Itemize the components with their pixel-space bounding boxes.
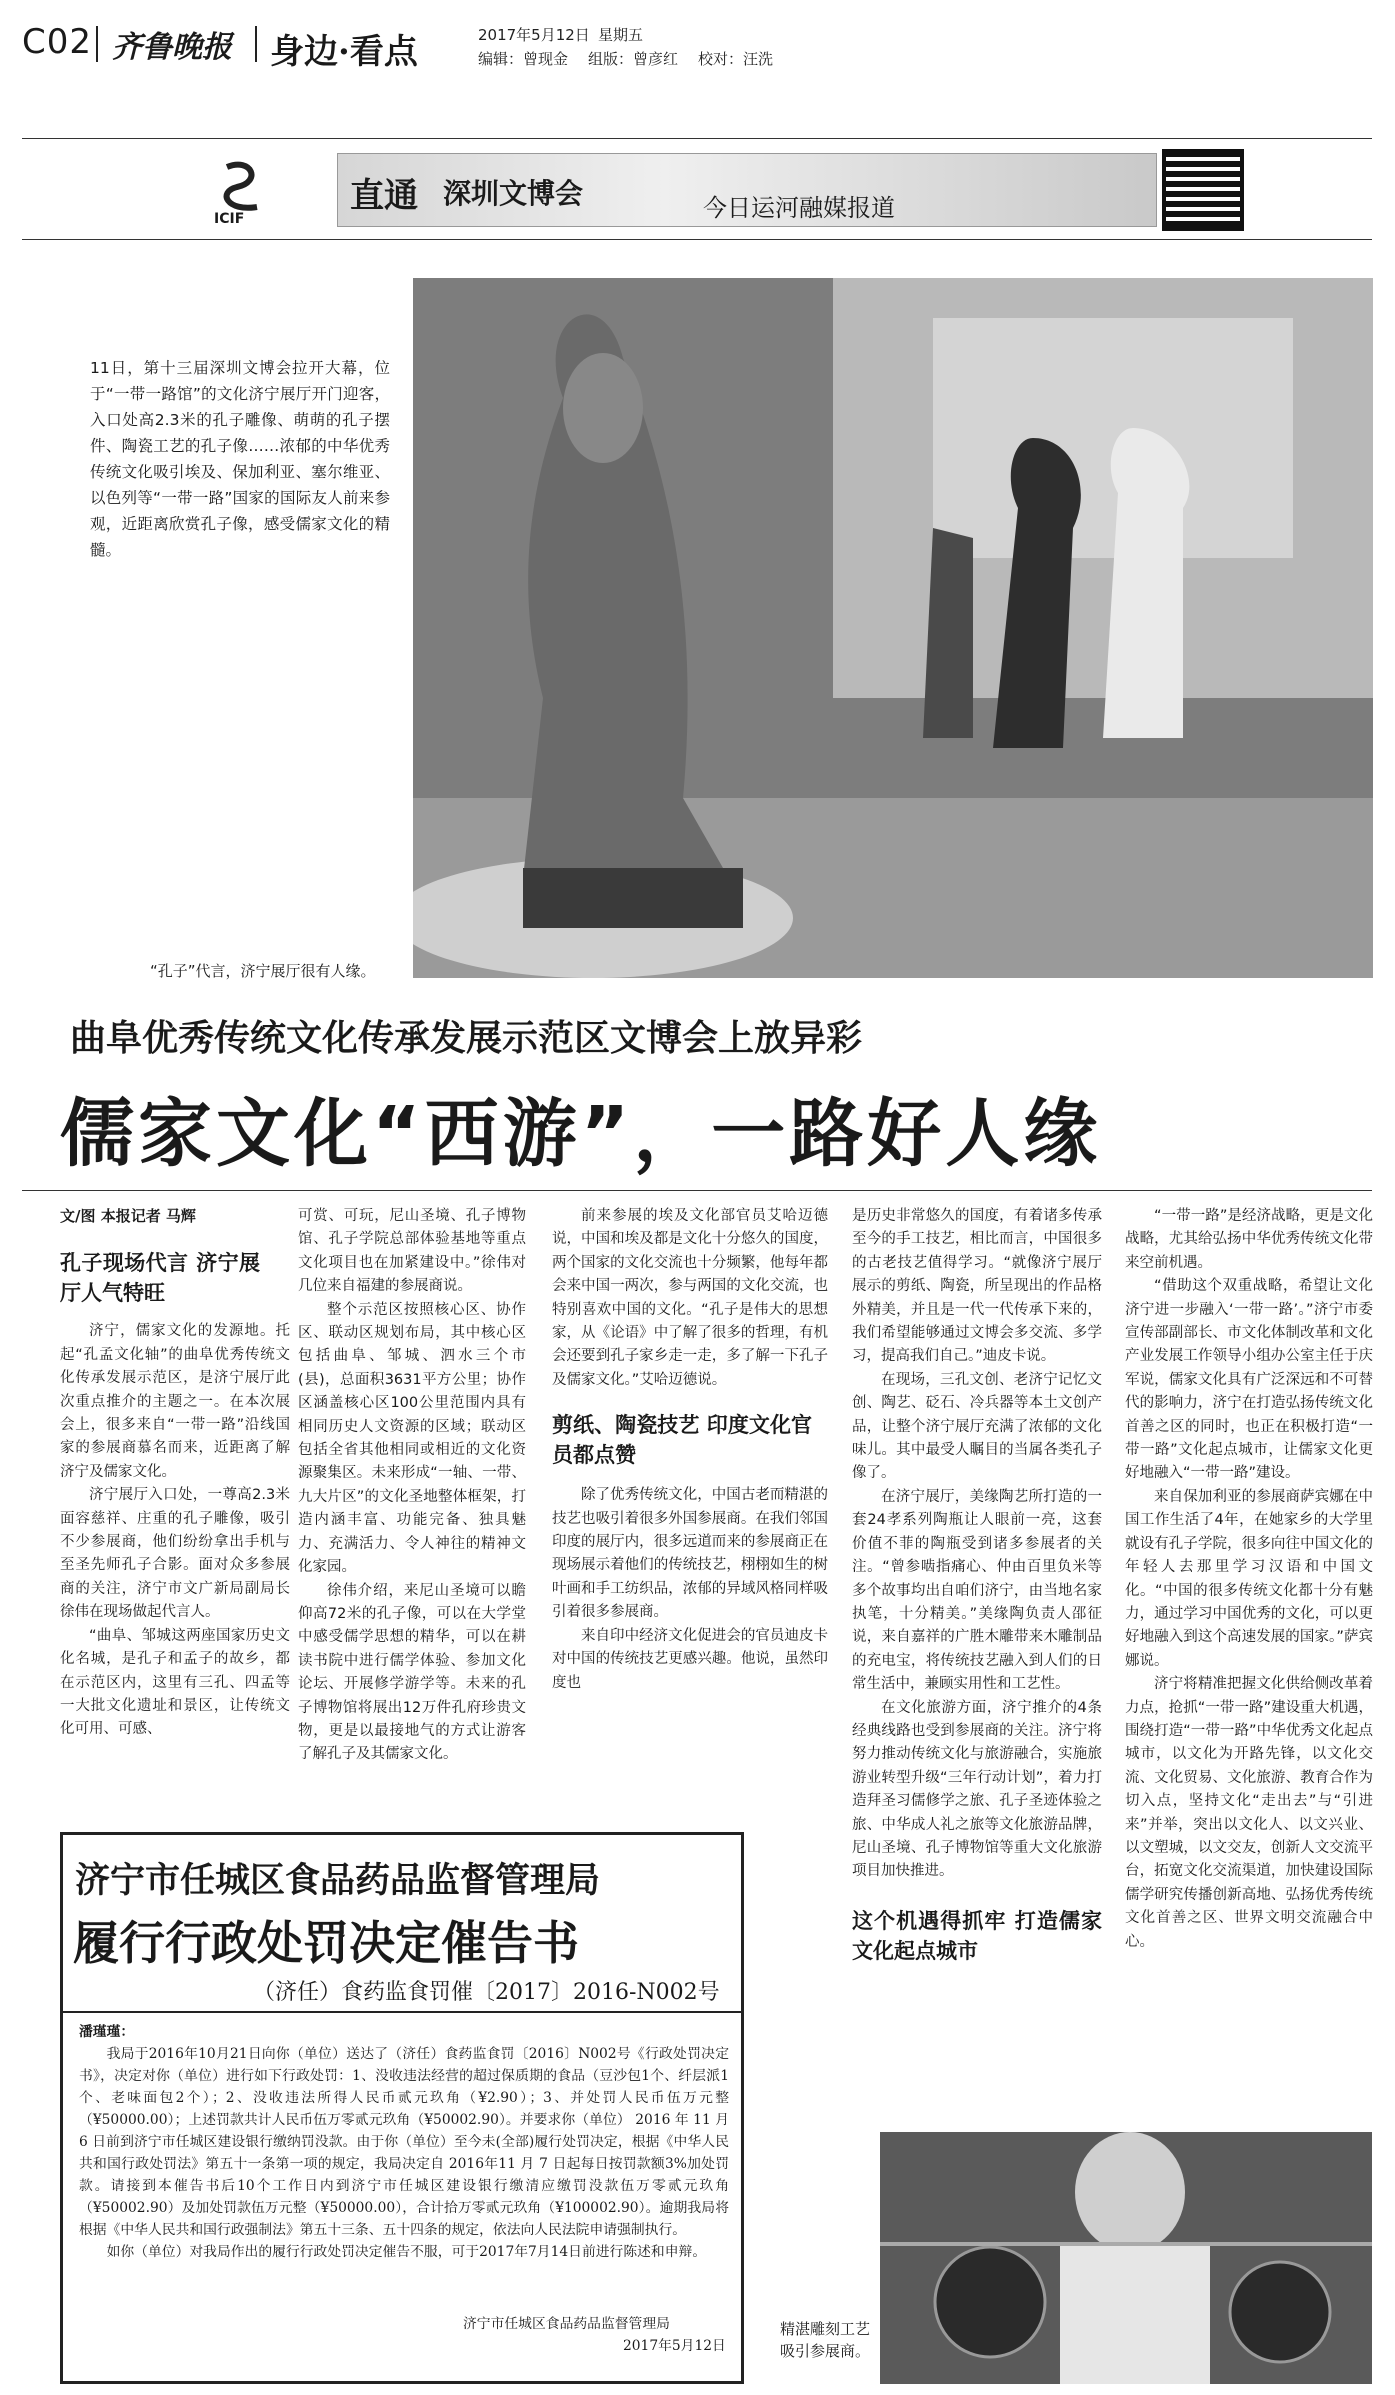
paragraph: 济宁展厅入口处，一尊高2.3米面容慈祥、庄重的孔子雕像，吸引不少参展商，他们纷纷拿出手机与至圣先师孔子合影。面对众多参展商的关注，济宁市文广新局副局长徐伟在现场做起代言人。 bbox=[60, 1487, 290, 1621]
notice-body bbox=[79, 2021, 729, 2263]
editor-credit: 编辑：曾现金 bbox=[478, 50, 569, 68]
paragraph: “借助这个双重战略，希望让文化济宁进一步融入‘一带一路’。”济宁市委宣传部副部长、市文化体制改革和文化产业发展工作领导小组办公室主任于庆军说，儒家文化具有广泛深远和不可替代的影响力，济宁在打造弘扬传统文化首善之区的同时，也正在积极打造“一带一路”文化起点城市，让儒家文化更好地融入“一带一路”建设。 bbox=[1125, 1278, 1373, 1482]
proof-credit: 校对：汪洗 bbox=[698, 50, 774, 68]
paragraph: 济宁将精准把握文化供给侧改革着力点，抢抓“一带一路”建设重大机遇，围绕打造“一带一路”中华优秀文化起点城市，以文化为开路先锋，以文化交流、文化贸易、文化旅游、教育合作为切入点，坚持文化“走出去”与“引进来”并举，突出以文化人、以文兴业、以文塑城，以文交友，创新人文交流平台，拓宽文化交流渠道，加快建设国际儒学研究传播创新高地、弘扬优秀传统文化首善之区、世界文明交流融合中心。 bbox=[1125, 1676, 1373, 1950]
banner-strip bbox=[337, 153, 1157, 227]
legal-notice-box bbox=[60, 1832, 744, 2384]
article-column-2 bbox=[298, 1205, 526, 1767]
lede-paragraph bbox=[90, 355, 390, 563]
paragraph: 在现场，三孔文创、老济宁记忆文创、陶艺、砭石、冷兵器等本土文创产品，让整个济宁展厅充满了浓郁的文化味儿。其中最受人瞩目的当属各类孔子像了。 bbox=[852, 1371, 1102, 1482]
paragraph: 整个示范区按照核心区、协作区、联动区规划布局，其中核心区包括曲阜、邹城、泗水三个市(县)，总面积3631平方公里；协作区涵盖核心区100公里范围内具有相同历史人文资源的区域；联动区包括全省其他相同或相近的文化资源聚集区。未来形成“一轴、一带、九大片区”的文化圣地整体框架，打造内涵丰富、功能完备、独具魅力、充满活力、令人神往的精神文化家园。 bbox=[298, 1301, 526, 1576]
photo1-caption: “孔子”代言，济宁展厅很有人缘。 bbox=[150, 962, 376, 980]
issue-date: 2017年5月12日 bbox=[478, 26, 590, 44]
paragraph: “曲阜、邹城这两座国家历史文化名城，是孔子和孟子的故乡，都在示范区内，这里有三孔、四孟等一大批文化遗址和景区，让传统文化可用、可感、 bbox=[60, 1627, 290, 1738]
issue-weekday: 星期五 bbox=[598, 26, 644, 44]
article-column-4 bbox=[852, 1205, 1102, 1966]
subheading-3: 这个机遇得抓牢 打造儒家文化起点城市 bbox=[852, 1908, 1102, 1963]
notice-paragraph: 我局于2016年10月21日向你（单位）送达了（济任）食药监食罚〔2016〕N002号《行政处罚决定书》，决定对你（单位）进行如下行政处罚：1、没收违法经营的超过保质期的食品（豆沙包1个、纤层派1个、老味面包2个）；2、没收违法所得人民币贰元玖角（¥2.90）；3、并处罚人民币伍万元整（¥50000.00）；上述罚款共计人民币伍万零贰元玖角（¥50002.90）。并要求你（单位） 2016 年 11 月 6 日前到济宁市任城区建设银行缴纳罚没款。由于你（单位）至今未(全部)履行处罚决定，根据《中华人民共和国行政处罚法》第五十一条第一项的规定，我局决定自 2016年11 月 7 日起每日按罚款额3%加处罚款。请接到本催告书后10个工作日内到济宁市任城区建设银行缴清应缴罚没款伍万零贰元玖角（¥50002.90）及加处罚款伍万元整（¥50000.00），合计拾万零贰元玖角（¥100002.90）。逾期我局将根据《中华人民共和国行政强制法》第五十三条、五十四条的规定，依法向人民法院申请强制执行。 bbox=[79, 2046, 729, 2238]
confucius-statue-photo bbox=[413, 278, 1373, 978]
paragraph: 来自印中经济文化促进会的官员迪皮卡对中国的传统技艺更感兴趣。他说，虽然印度也 bbox=[552, 1627, 828, 1691]
byline: 文/图 本报记者 马辉 bbox=[60, 1207, 196, 1225]
section-name: 身边·看点 bbox=[270, 32, 418, 72]
notice-sign-date: 2017年5月12日 bbox=[623, 2338, 726, 2354]
article-column-5 bbox=[1125, 1205, 1373, 1954]
banner-title: 深圳文博会 bbox=[443, 177, 584, 210]
event-banner bbox=[22, 138, 1372, 240]
paragraph: 在济宁展厅，美缘陶艺所打造的一套24孝系列陶瓶让人眼前一亮，这套价值不菲的陶瓶受到诸多参展者的关注。“曾参啮指痛心、仲由百里负米等多个故事均出自咱们济宁，由当地名家执笔，十分精美。”美缘陶负责人邵征说，来自嘉祥的广胜木雕带来木雕制品的充电宝，将传统技艺融入到人们的日常生活中，兼顾实用性和工艺性。 bbox=[852, 1488, 1102, 1693]
main-headline: 儒家文化“西游”，一路好人缘 bbox=[60, 1091, 1102, 1177]
qr-code[interactable] bbox=[1162, 149, 1244, 231]
kicker-headline: 曲阜优秀传统文化传承发展示范区文博会上放异彩 bbox=[70, 1018, 863, 1059]
paragraph: 济宁，儒家文化的发源地。托起“孔孟文化轴”的曲阜优秀传统文化传承发展示范区，是济宁展厅此次重点推介的主题之一。在本次展会上，很多来自“一带一路”沿线国家的参展商慕名而来，近距离了解济宁及儒家文化。 bbox=[60, 1323, 290, 1480]
notice-sign-org: 济宁市任城区食品药品监督管理局 bbox=[463, 2316, 670, 2332]
paragraph: 前来参展的埃及文化部官员艾哈迈德说，中国和埃及都是文化十分悠久的国度，两个国家的文化交流也十分频繁，他每年都会来中国一两次，参与两国的文化交流，也特别喜欢中国的文化。“孔子是伟大的思想家，从《论语》中了解了很多的哲理，有机会还要到孔子家乡走一走，多了解一下孔子及儒家文化。”艾哈迈德说。 bbox=[552, 1208, 828, 1388]
lede-text: 11日，第十三届深圳文博会拉开大幕，位于“一带一路馆”的文化济宁展厅开门迎客，入口处高2.3米的孔子雕像、萌萌的孔子摆件、陶瓷工艺的孔子像……浓郁的中华优秀传统文化吸引埃及、保加利亚、塞尔维亚、以色列等“一带一路”国家的国际友人前来参观，近距离欣赏孔子像，感受儒家文化的精髓。 bbox=[90, 359, 390, 559]
notice-doc-number: （济任）食药监食罚催〔2017〕2016-N002号 bbox=[253, 1980, 720, 2005]
icif-logo-text: ICIF bbox=[214, 211, 245, 227]
banner-subtitle: 今日运河融媒报道 bbox=[703, 194, 895, 222]
subheading-1: 孔子现场代言 济宁展厅人气特旺 bbox=[60, 1251, 260, 1306]
design-credit: 组版：曾彦红 bbox=[588, 50, 679, 68]
paragraph: 在文化旅游方面，济宁推介的4条经典线路也受到参展商的关注。济宁将努力推动传统文化与旅游融合，实施旅游业转型升级“三年行动计划”，着力打造拜圣习儒修学之旅、孔子圣迹体验之旅、中华成人礼之旅等文化旅游品牌，尼山圣境、孔子博物馆等重大文化旅游项目加快推进。 bbox=[852, 1699, 1102, 1880]
paragraph: 来自保加利亚的参展商萨宾娜在中国工作生活了4年，在她家乡的大学里就设有孔子学院，很多向往中国文化的年轻人去那里学习汉语和中国文化。“中国的很多传统文化都十分有魅力，通过学习中国优秀的文化，可以更好地融入到这个高速发展的国家。”萨宾娜说。 bbox=[1125, 1488, 1373, 1669]
paragraph: 是历史非常悠久的国度，有着诸多传承至今的手工技艺，相比而言，中国很多的古老技艺值得学习。“就像济宁展厅展示的剪纸、陶瓷，所呈现出的作品格外精美，并且是一代一代传承下来的，我们希望能够通过文博会多交流、多学习，提高我们自己。”迪皮卡说。 bbox=[852, 1208, 1102, 1365]
notice-rule bbox=[63, 2011, 741, 2013]
masthead-divider bbox=[96, 26, 98, 62]
paragraph: 可赏、可玩，尼山圣境、孔子博物馆、孔子学院总部体验基地等重点文化项目也在加紧建设中。”徐伟对几位来自福建的参展商说。 bbox=[298, 1208, 526, 1295]
paragraph: 徐伟介绍，来尼山圣境可以瞻仰高72米的孔子像，可以在大学堂中感受儒学思想的精华，可以在耕读书院中进行儒学体验、参加文化论坛、开展修学游学等。未来的孔子博物馆将展出12万件孔府珍贵文物，更是以最接地气的方式让游客了解孔子及其儒家文化。 bbox=[298, 1582, 526, 1763]
notice-org: 济宁市任城区食品药品监督管理局 bbox=[75, 1861, 601, 1901]
headline-rule bbox=[22, 1190, 1372, 1191]
wood-carving-photo bbox=[880, 2132, 1372, 2384]
notice-addressee: 潘瑾瑾： bbox=[79, 2024, 135, 2040]
paper-name: 齐鲁晚报 bbox=[112, 30, 232, 65]
masthead-divider bbox=[255, 26, 257, 62]
subheading-2: 剪纸、陶瓷技艺 印度文化官员都点赞 bbox=[552, 1413, 812, 1468]
article-column-1 bbox=[60, 1205, 290, 1742]
photo2-caption: 精湛雕刻工艺吸引参展商。 bbox=[780, 2320, 871, 2360]
notice-paragraph: 如你（单位）对我局作出的履行行政处罚决定催告不服，可于2017年7月14日前进行陈述和申辩。 bbox=[106, 2244, 707, 2260]
article-column-3 bbox=[552, 1205, 828, 1695]
notice-title: 履行行政处罚决定催告书 bbox=[73, 1916, 579, 1970]
paragraph: “一带一路”是经济战略，更是文化战略，尤其给弘扬中华优秀传统文化带来空前机遇。 bbox=[1125, 1208, 1373, 1271]
page-number: C02 bbox=[22, 22, 93, 62]
paragraph: 除了优秀传统文化，中国古老而精湛的技艺也吸引着很多外国参展商。在我们邻国印度的展厅内，很多远道而来的参展商正在现场展示着他们的传统技艺，栩栩如生的树叶画和手工纺织品，浓郁的异域风格同样吸引着很多参展商。 bbox=[552, 1487, 828, 1621]
banner-prefix: 直通 bbox=[350, 176, 418, 216]
masthead bbox=[0, 0, 1395, 78]
